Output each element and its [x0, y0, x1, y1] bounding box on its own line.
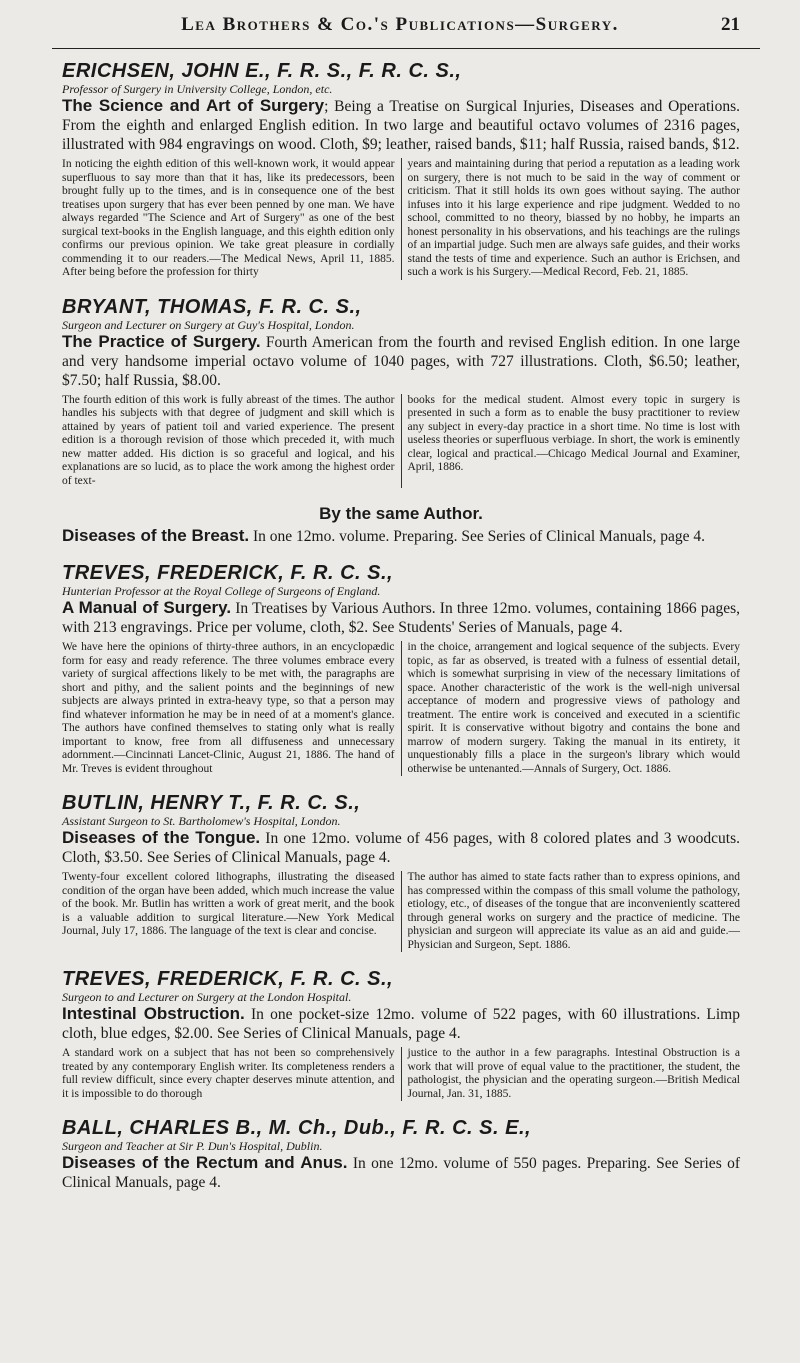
same-author-heading: By the same Author.: [319, 504, 483, 523]
review-left: Twenty-four excellent colored lithographs, illustrating the diseased condition of the organ have been added, which much increase the value of the book. Mr. Butlin has written a work of great merit, and the book is a valuable addition to surgical literature.—New York Medical Journal, July 17, 1886. The language of the text is clear and concise.: [62, 871, 402, 952]
author-affiliation: Assistant Surgeon to St. Bartholomew's Hospital, London.: [62, 814, 341, 828]
review-right: years and maintaining during that period a reputation as a leading work on surgery, there is not much to be said in the way of comment or criticism. That it still holds its own goes without saying. The author infuses into it his large experience and ripe judgment. Wedded to no school, committed to no theory, biassed by no hobby, he imparts an honest personality in his observations, and his teachings are the rulings of an impartial judge. Such men are always safe guides, and their works stand the tests of time and experience. Such an author is Erichsen, and such a work is his Surgery.—Medical Record, Feb. 21, 1885.: [407, 158, 740, 278]
book-listing: [62, 332, 740, 390]
book-title: Intestinal Obstruction.: [62, 1004, 245, 1023]
review-left: The fourth edition of this work is fully abreast of the times. The author handles his subjects with that degree of judgment and skill which is attained by years of patient toil and varied experience. The present edition is a thorough revision of those which preceded it, with much new matter added. His diction is so graceful and logical, and his explanations are so lucid, as to place the work among the highest order of text-: [62, 394, 402, 489]
author-name: BALL, CHARLES B., M. Ch., Dub., F. R. C. S. E.,: [62, 1117, 532, 1139]
review-right: The author has aimed to state facts rather than to express opinions, and has compressed within the compass of this small volume the pathology, etiology, etc., of diseases of the tongue that are inconveniently scattered through general works on surgery and the practice of medicine. The physician and surgeon will appreciate its value as an aid and guide.—Physician and Surgeon, Sept. 1886.: [407, 871, 740, 951]
entry-treves-obstruction: [62, 968, 740, 1101]
review-columns: [62, 871, 740, 952]
entry-same-author: [62, 504, 740, 546]
review-left: We have here the opinions of thirty-three authors, in an encyclopædic form for easy and ready reference. The three volumes embrace every variety of surgical affections likely to be met with, the paragraphs are short and pithy, and the salient points and the beginnings of new subjects are always printed in extra-heavy type, so that a person may find whatever information he may be in need of at a moment's glance. The authors have confined themselves to stating only what is really important to know, free from all diffuseness and unnecessary adornment.—Cincinnati Lancet-Clinic, August 21, 1886. The hand of Mr. Treves is evident throughout: [62, 641, 402, 776]
review-right: books for the medical student. Almost every topic in surgery is presented in such a form as to enable the busy practitioner to review any subject in every-day practice in a short time. No time is lost with useless theories or superfluous verbiage. In short, the work is eminently clear, logical and practical.—Chicago Medical Journal and Examiner, April, 1886.: [407, 393, 740, 473]
author-name: BRYANT, THOMAS, F. R. C. S.,: [62, 295, 362, 318]
author-name: BUTLIN, HENRY T., F. R. C. S.,: [62, 792, 361, 814]
review-columns: [62, 1047, 740, 1101]
book-description: In one 12mo. volume. Preparing. See Series of Clinical Manuals, page 4.: [249, 528, 705, 545]
page-number: 21: [721, 14, 740, 35]
entry-butlin: [62, 792, 740, 952]
book-listing: [62, 1153, 740, 1192]
book-description: In one 12mo. volume of 550 pages. Preparing. See Series of Clinical Manuals, page 4.: [62, 1155, 740, 1191]
review-columns: [62, 394, 740, 489]
entry-bryant: [62, 296, 740, 489]
catalog-content: [62, 60, 740, 1208]
author-affiliation: Surgeon and Lecturer on Surgery at Guy's Hospital, London.: [62, 317, 355, 332]
review-right: justice to the author in a few paragraphs. Intestinal Obstruction is a work that will prove of equal value to the practitioner, the student, the pathologist, the physician and the operating surgeon.—British Medical Journal, Jan. 31, 1885.: [407, 1047, 740, 1100]
review-left: In noticing the eighth edition of this well-known work, it would appear superfluous to say more than that it has, like its predecessors, been brought fully up to the times, and is in consequence one of the best treatises upon surgery that has ever been penned by one man. We have always regarded "The Science and Art of Surgery" as one of the best surgical text-books in the English language, and this eighth edition only confirms our previous opinion. We take great pleasure in cordially commending it to our readers.—The Medical News, April 11, 1885. After being before the profession for thirty: [62, 158, 402, 280]
review-columns: [62, 158, 740, 280]
header-rule: [52, 48, 760, 49]
author-affiliation: Hunterian Professor at the Royal College of Surgeons of England.: [62, 584, 381, 598]
book-description: In one pocket-size 12mo. volume of 522 pages, with 60 illustrations. Limp cloth, blue edges, $2.00. See Series of Clinical Manuals, page 4.: [62, 1006, 740, 1042]
book-listing: [62, 96, 740, 154]
book-title: Diseases of the Rectum and Anus.: [62, 1153, 348, 1172]
book-title: A Manual of Surgery.: [62, 598, 232, 617]
book-title: The Science and Art of Surgery: [62, 96, 325, 115]
book-listing: [62, 526, 740, 546]
entry-ball: [62, 1117, 740, 1192]
book-description: ; Being a Treatise on Surgical Injuries, Diseases and Operations. From the eighth and enlarged English edition. In two large and beautiful octavo volumes of 2316 pages, illustrated with 984 engravings on wood. Cloth, $9; leather, raised bands, $11; half Russia, raised bands, $12.: [62, 98, 740, 153]
review-left: A standard work on a subject that has not been so comprehensively treated by any contemporary English writer. Its completeness renders a full review difficult, since every chapter deserves minute attention, and it is impossible to do thorough: [62, 1047, 402, 1101]
header-title: Lea Brothers & Co.'s Publications—Surgery.: [181, 14, 619, 35]
author-name: TREVES, FREDERICK, F. R. C. S.,: [62, 562, 394, 584]
book-title: The Practice of Surgery.: [62, 331, 261, 351]
author-affiliation: Surgeon and Teacher at Sir P. Dun's Hospital, Dublin.: [62, 1139, 323, 1153]
book-description: In one 12mo. volume of 456 pages, with 8 colored plates and 3 woodcuts. Cloth, $3.50. See Series of Clinical Manuals, page 4.: [62, 830, 741, 866]
author-name: ERICHSEN, JOHN E., F. R. S., F. R. C. S.,: [62, 60, 462, 82]
review-right: in the choice, arrangement and logical sequence of the subjects. Every topic, as far as observed, is treated with a fulness of essential detail, which is somewhat surprising in view of the necessary limitations of space. Another characteristic of the work is the well-nigh universal acceptance of modern and progressive views of pathology and treatment. The entire work is conceived and executed in a scientific spirit. It is conservative without bigotry and contains the bone and marrow of modern surgery. Taking the manual in its entirety, it unquestionably fills a place in the surgeon's library which would otherwise be untenanted.—Annals of Surgery, Oct. 1886.: [407, 641, 740, 775]
author-affiliation: Surgeon to and Lecturer on Surgery at the London Hospital.: [62, 990, 352, 1004]
book-description: Fourth American from the fourth and revised English edition. In one large and very handsome imperial octavo volume of 1040 pages, with 727 illustrations. Cloth, $6.50; leather, $7.50; half Russia, $8.00.: [62, 333, 740, 389]
book-title: Diseases of the Tongue.: [62, 828, 261, 847]
book-listing: [62, 1004, 740, 1043]
book-listing: [62, 828, 740, 867]
entry-erichsen: [62, 60, 740, 280]
book-description: In Treatises by Various Authors. In three 12mo. volumes, containing 1866 pages, with 213 engravings. Price per volume, cloth, $2. See Students' Series of Manuals, page 4.: [62, 600, 740, 636]
review-columns: [62, 641, 740, 776]
author-name: TREVES, FREDERICK, F. R. C. S.,: [62, 968, 394, 990]
running-header: [60, 14, 740, 44]
book-title: Diseases of the Breast.: [62, 526, 250, 545]
author-affiliation: Professor of Surgery in University College, London, etc.: [62, 82, 333, 96]
book-listing: [62, 598, 740, 637]
entry-treves-manual: [62, 562, 740, 776]
